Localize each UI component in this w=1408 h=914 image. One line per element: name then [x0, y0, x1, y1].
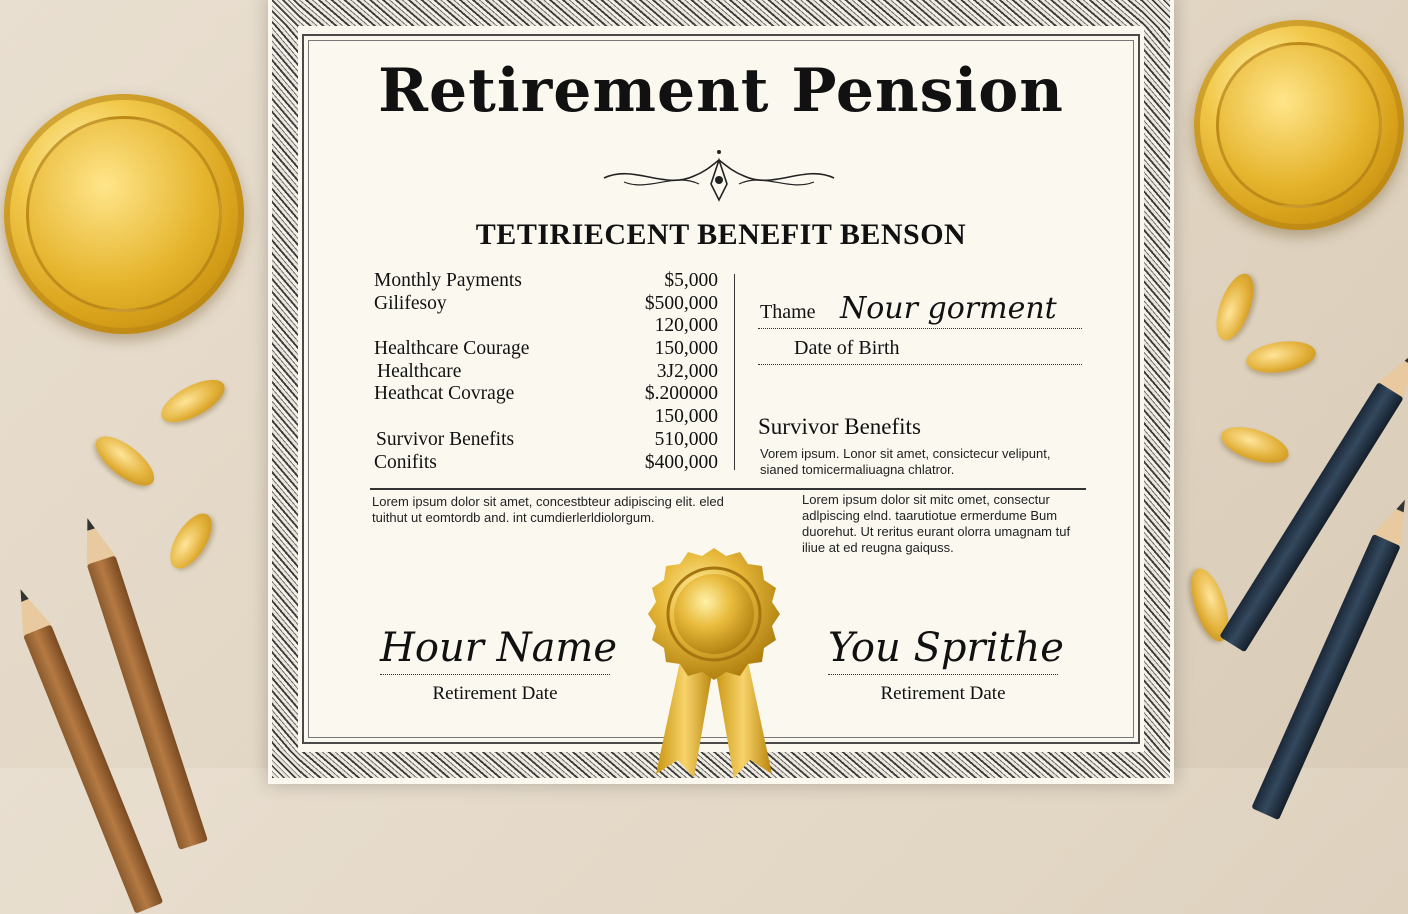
signature-block-left [380, 622, 618, 705]
certificate-title: Retirement Pension [378, 56, 1064, 126]
gold-coin-left [4, 94, 244, 334]
benefit-value: 120,000 [654, 315, 718, 337]
body-text-right: Lorem ipsum dolor sit mitc omet, consectur adlpiscing elnd. taarutiotue ermerdume Bum duorehut. Ut reritus eurant olorra umagnam tuf iliue at ed reugna gaiquss. [802, 492, 1071, 555]
section-divider [370, 488, 1086, 490]
benefit-value: 150,000 [654, 406, 718, 428]
certificate-subtitle: TETIRIECENT BENEFIT BENSON [475, 218, 967, 251]
gold-seed [1217, 420, 1293, 470]
survivor-heading: Survivor Benefits [758, 414, 921, 439]
benefit-value: $5,000 [664, 270, 718, 291]
survivor-description: Vorem ipsum. Lonor sit amet, consictecur velipunt, sianed tomicermaliuagna chlatror. [760, 446, 1051, 477]
benefit-value: 150,000 [654, 338, 718, 360]
gold-seed [162, 507, 220, 575]
flourish-ornament-icon [594, 146, 844, 208]
signature-script: You Sprithe [828, 622, 1058, 675]
body-text-left: Lorem ipsum dolor sit amet, concestbteur adipiscing elit. eled tuithut ut eomtordb and. int cumdierlerldiolorgum. [372, 494, 724, 525]
signature-block-right [828, 622, 1064, 705]
benefit-label: Healthcare [377, 360, 462, 382]
gold-seed [1244, 337, 1317, 376]
gold-seed [155, 371, 231, 430]
pen-icon [1219, 382, 1403, 652]
benefit-label: Gilifesoy [374, 292, 447, 314]
benefit-label: Monthly Payments [374, 270, 522, 291]
benefit-values [568, 270, 718, 474]
benefit-label: Conifits [374, 451, 437, 473]
dob-label: Date of Birth [794, 337, 900, 359]
benefit-value: 510,000 [654, 428, 718, 450]
benefit-label: Heathcat Covrage [374, 383, 515, 405]
signature-script: Hour Name [380, 622, 610, 675]
signature-label: Retirement Date [432, 683, 558, 704]
benefit-value: 3J2,000 [656, 360, 718, 382]
gold-seal-icon [634, 542, 794, 782]
gold-seed [88, 428, 162, 495]
gold-coin-right [1194, 20, 1404, 230]
name-value: Nour gorment [840, 291, 1057, 326]
gold-seed [1209, 269, 1261, 345]
name-label: Thame [760, 301, 816, 323]
pension-certificate [268, 0, 1174, 784]
signature-label: Retirement Date [880, 683, 1006, 704]
benefit-label: Healthcare Courage [374, 338, 530, 360]
benefit-value: $500,000 [644, 292, 718, 314]
dob-field [758, 334, 1082, 365]
name-field [758, 284, 1082, 329]
benefit-label: Survivor Benefits [376, 428, 515, 450]
benefit-value: $400,000 [644, 451, 718, 473]
benefit-value: $.200000 [644, 383, 718, 405]
column-divider [734, 274, 735, 470]
